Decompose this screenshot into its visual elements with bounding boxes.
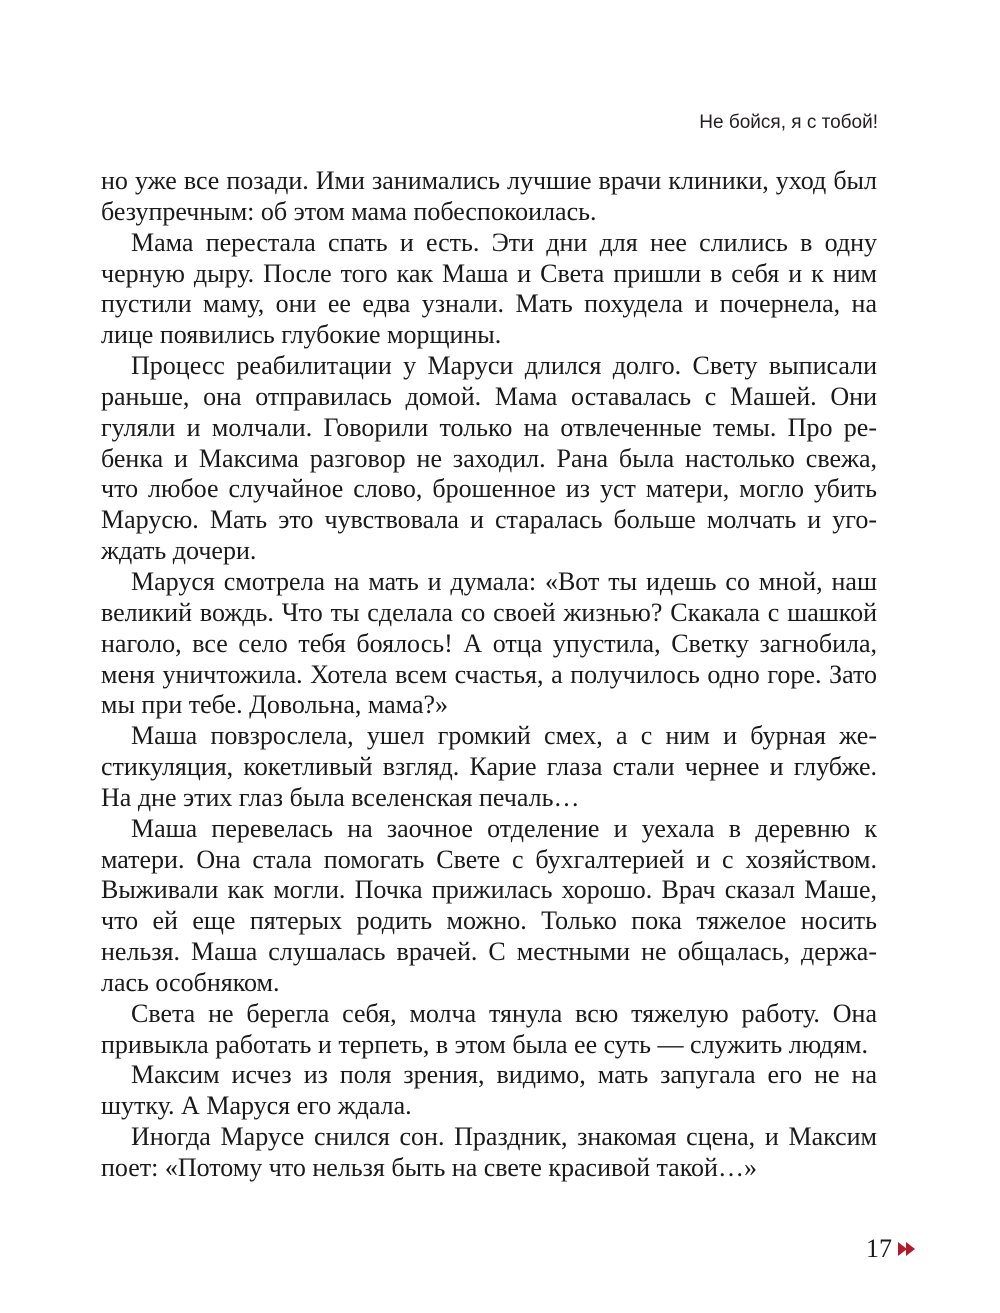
page-number: 17 xyxy=(866,1234,892,1263)
body-text xyxy=(101,166,877,1184)
double-arrow-right-icon-svg xyxy=(898,1242,916,1256)
paragraph: Процесс реабилитации у Маруси длился долго. Свету выписали раньше, она отправилась домой. Мама оставалась с Машей. Они гуляли и молчали. Говорили только на отвлеченные темы. Про ребенка и Максима разговор не заходил. Рана была настолько свежа, что любое случайное слово, брошенное из уст матери, могло убить Марусю. Мать это чувствовала и старалась больше молчать и угождать дочери. xyxy=(101,351,877,566)
page-number-block xyxy=(866,1236,916,1262)
paragraph: Маруся смотрела на мать и думала: «Вот ты идешь со мной, наш великий вождь. Что ты сделала со своей жизнью? Скакала с шашкой наголо, все село тебя боялось! А отца упустила, Светку загнобила, меня уничтожила. Хотела всем счастья, а получилось одно горе. Зато мы при тебе. Довольна, мама?» xyxy=(101,566,877,720)
paragraph: Иногда Марусе снился сон. Праздник, знакомая сцена, и Максим поет: «Потому что нельзя быть на свете красивой такой…» xyxy=(101,1122,877,1182)
paragraph: Максим исчез из поля зрения, видимо, мать запугала его не на шутку. А Маруся его ждала. xyxy=(101,1060,877,1121)
paragraph: но уже все позади. Ими занимались лучшие врачи клиники, уход был безупречным: об этом мама побеспокоилась. xyxy=(101,166,877,226)
paragraph: Мама перестала спать и есть. Эти дни для нее слились в одну черную дыру. После того как Маша и Света пришли в себя и к ним пустили маму, они ее едва узнали. Мать похудела и почернела, на лице появились глубокие морщины. xyxy=(101,227,877,350)
running-head-title: Не бойся, я с тобой! xyxy=(699,112,878,133)
double-arrow-right-icon xyxy=(898,1242,916,1256)
paragraph: Света не берегла себя, молча тянула всю тяжелую работу. Она привыкла работать и терпеть, в этом была ее суть — служить людям. xyxy=(101,998,877,1059)
paragraph: Маша повзрослела, ушел громкий смех, а с ним и бурная жестикуляция, кокетливый взгляд. Карие глаза стали чернее и глубже. На дне этих глаз была вселенская печаль… xyxy=(101,721,877,812)
paragraph: Маша перевелась на заочное отделение и уехала в деревню к матери. Она стала помогать Свете с бухгалтерией и с хозяйством. Выживали как могли. Почка прижилась хорошо. Врач сказал Маше, что ей еще пятерых родить можно. Только пока тяжелое носить нельзя. Маша слушалась врачей. С местными не общалась, держалась особняком. xyxy=(101,813,877,997)
